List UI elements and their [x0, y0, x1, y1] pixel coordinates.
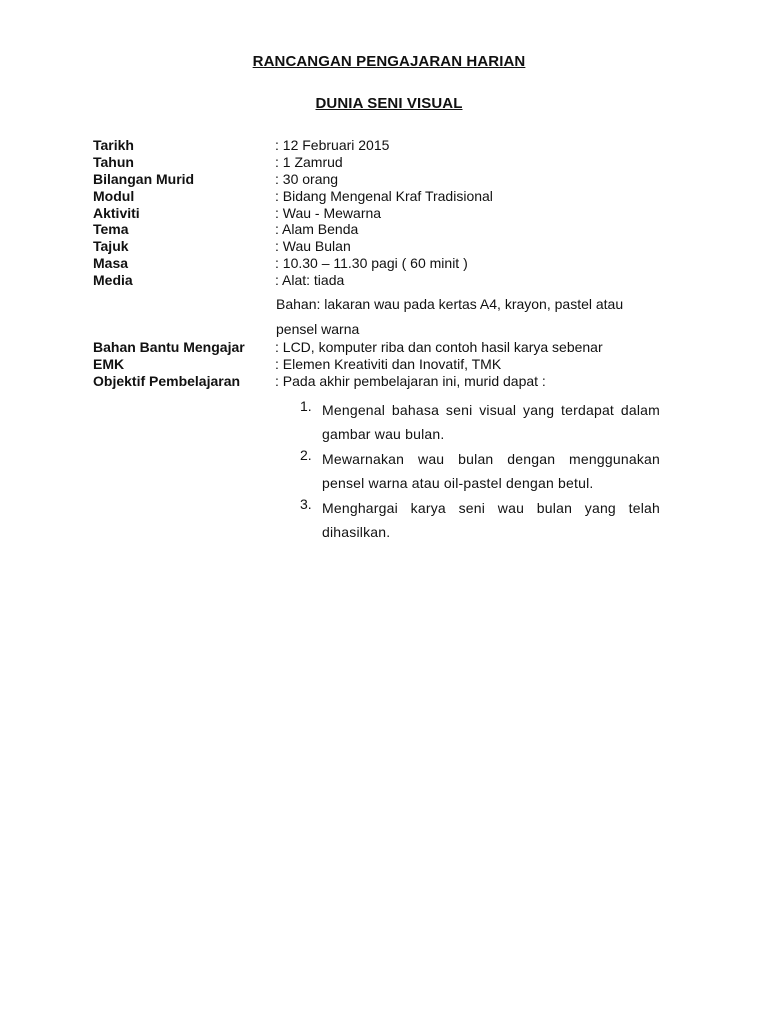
field-label: Tarikh [93, 137, 134, 153]
objective-number: 2. [300, 447, 312, 463]
objective-text: Mewarnakan wau bulan dengan menggunakan pensel warna atau oil-pastel dengan betul. [322, 451, 660, 491]
field-value: : Bidang Mengenal Kraf Tradisional [275, 188, 493, 204]
field-label: Modul [93, 188, 135, 204]
field-value: : Alam Benda [275, 221, 359, 237]
field-label: Bilangan Murid [93, 171, 195, 187]
media-bahan-line-1: Bahan: lakaran wau pada kertas A4, krayon, pastel atau [276, 296, 624, 312]
objective-text: Menghargai karya seni wau bulan yang telah dihasilkan. [322, 500, 660, 540]
field-label: Tahun [93, 154, 134, 170]
field-label: Tajuk [93, 238, 129, 254]
field-value: : 12 Februari 2015 [275, 137, 390, 153]
document-subtitle: DUNIA SENI VISUAL [315, 95, 463, 112]
field-value: : Pada akhir pembelajaran ini, murid dapat : [275, 373, 546, 389]
objective-item [296, 496, 660, 544]
field-label: Bahan Bantu Mengajar [93, 339, 245, 355]
field-label: Masa [93, 255, 129, 271]
field-label: Objektif Pembelajaran [93, 373, 241, 389]
field-value: : Wau - Mewarna [275, 205, 382, 221]
field-label: Media [93, 272, 133, 288]
field-value: : LCD, komputer riba dan contoh hasil karya sebenar [275, 339, 603, 355]
field-value: : 10.30 – 11.30 pagi ( 60 minit ) [275, 255, 468, 271]
objectives-list [296, 398, 660, 545]
field-label: Tema [93, 221, 129, 237]
objective-item [296, 398, 660, 446]
field-value: : Alat: tiada [275, 272, 345, 288]
field-value: : 1 Zamrud [275, 154, 343, 170]
field-label: Aktiviti [93, 205, 140, 221]
document-title: RANCANGAN PENGAJARAN HARIAN [252, 53, 526, 70]
objective-number: 1. [300, 398, 312, 414]
field-value: : Elemen Kreativiti dan Inovatif, TMK [275, 356, 502, 372]
media-bahan-line-2: pensel warna [276, 321, 360, 337]
objective-number: 3. [300, 496, 312, 512]
field-value: : 30 orang [275, 171, 339, 187]
objective-text: Mengenal bahasa seni visual yang terdapat dalam gambar wau bulan. [322, 402, 660, 442]
field-value: : Wau Bulan [275, 238, 351, 254]
field-label: EMK [93, 356, 125, 372]
objective-item [296, 447, 660, 495]
